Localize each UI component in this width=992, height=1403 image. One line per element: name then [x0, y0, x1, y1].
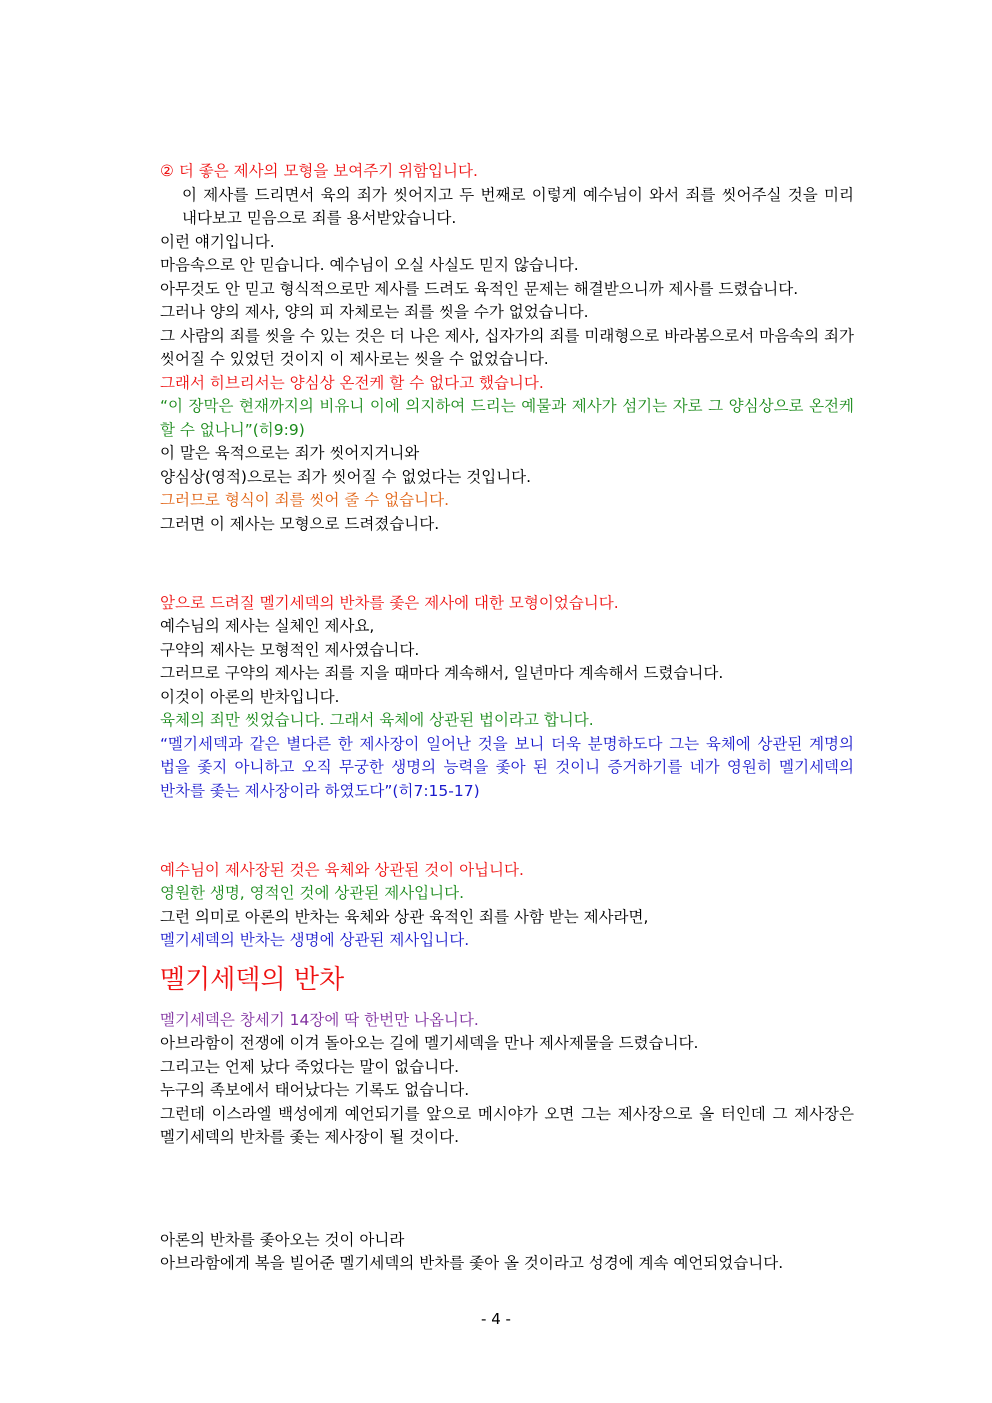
paragraph: ② 더 좋은 제사의 모형을 보여주기 위함입니다.	[160, 162, 478, 180]
paragraph: 영원한 생명, 영적인 것에 상관된 제사입니다.	[160, 884, 465, 902]
page-number: - 4 -	[481, 1310, 511, 1328]
section-heading: 멜기세덱의 반차	[160, 964, 345, 995]
paragraph: 멜기세덱은 창세기 14장에 딱 한번만 나옵니다.	[160, 1010, 479, 1029]
paragraph-spacer	[142, 552, 854, 576]
paragraph: 그런데 이스라엘 백성에게 예언되기를 앞으로 메시야가 오면 그는 제사장으로 올 터인데 그 제사장은 멜기세덱의 반차를 좇는 제사장이 될 것이다.	[160, 1104, 854, 1146]
paragraph: 이 말은 육적으로는 죄가 씻어지거니와	[160, 444, 420, 462]
paragraph: 그러므로 구약의 제사는 죄를 지을 때마다 계속해서, 일년마다 계속해서 드렸습니다.	[160, 664, 724, 682]
paragraph: 이런 얘기입니다.	[160, 232, 275, 251]
paragraph: 예수님이 제사장된 것은 육체와 상관된 것이 아닙니다.	[160, 860, 524, 879]
paragraph: 그런 의미로 아론의 반차는 육체와 상관 육적인 죄를 사함 받는 제사라면,	[160, 907, 649, 926]
paragraph: 누구의 족보에서 태어났다는 기록도 없습니다.	[160, 1081, 470, 1099]
paragraph: 아브라함에게 복을 빌어준 멜기세덱의 반차를 좇아 올 것이라고 성경에 계속 예언되었습니다.	[160, 1254, 784, 1272]
paragraph: 예수님의 제사는 실체인 제사요,	[160, 617, 375, 635]
paragraph-spacer	[142, 1166, 854, 1213]
paragraph: 그 사람의 죄를 씻을 수 있는 것은 더 나은 제사, 십자가의 죄를 미래형으로 바라봄으로서 마음속의 죄가 씻어질 수 있었던 것이지 이 제사로는 씻을 수 없었습니다.	[160, 326, 854, 368]
paragraph: 구약의 제사는 모형적인 제사였습니다.	[160, 640, 420, 659]
paragraph: 그러면 이 제사는 모형으로 드려졌습니다.	[160, 514, 440, 533]
paragraph: 아론의 반차를 좇아오는 것이 아니라	[160, 1230, 405, 1249]
section-body-2	[142, 1009, 854, 1276]
paragraph: 양심상(영적)으로는 죄가 씻어질 수 없었다는 것입니다.	[160, 467, 532, 486]
paragraph: “이 장막은 현재까지의 비유니 이에 의지하여 드리는 예물과 제사가 섬기는 자로 그 양심상으로 온전케 할 수 없나니”(히9:9)	[160, 397, 854, 439]
paragraph: 이 제사를 드리면서 육의 죄가 씻어지고 두 번째로 이렇게 예수님이 와서 죄를 씻어주실 것을 미리 내다보고 믿음으로 죄를 용서받았습니다.	[182, 185, 854, 227]
paragraph: 아브라함이 전쟁에 이겨 돌아오는 길에 멜기세덱을 만나 제사제물을 드렸습니다.	[160, 1034, 699, 1052]
paragraph: 앞으로 드려질 멜기세덱의 반차를 좇은 제사에 대한 모형이었습니다.	[160, 593, 619, 612]
paragraph: 아무것도 안 믿고 형식적으로만 제사를 드려도 육적인 문제는 해결받으니까 제사를 드렸습니다.	[160, 279, 799, 298]
paragraph-spacer	[142, 819, 854, 843]
paragraph: 그러므로 형식이 죄를 씻어 줄 수 없습니다.	[160, 491, 450, 509]
paragraph: 그러나 양의 제사, 양의 피 자체로는 죄를 씻을 수가 없었습니다.	[160, 303, 589, 321]
paragraph: 마음속으로 안 믿습니다. 예수님이 오실 사실도 믿지 않습니다.	[160, 256, 579, 274]
paragraph: 그래서 히브리서는 양심상 온전케 할 수 없다고 했습니다.	[160, 373, 544, 392]
paragraph: “멜기세덱과 같은 별다른 한 제사장이 일어난 것을 보니 더욱 분명하도다 그는 육체에 상관된 계명의 법을 좇지 아니하고 오직 무궁한 생명의 능력을 좇아 된 것이니 증거하기를 네가 영원히 멜기세덱의 반차를 좇는 제사장이라 하였도다”(히7:15-17)	[160, 734, 854, 800]
paragraph: 육체의 죄만 씻었습니다. 그래서 육체에 상관된 법이라고 합니다.	[160, 711, 594, 729]
page-content	[142, 160, 854, 1276]
paragraph: 멜기세덱의 반차는 생명에 상관된 제사입니다.	[160, 931, 470, 949]
section-body-1	[142, 160, 854, 953]
paragraph: 그리고는 언제 났다 죽었다는 말이 없습니다.	[160, 1057, 460, 1076]
paragraph: 이것이 아론의 반차입니다.	[160, 687, 340, 706]
